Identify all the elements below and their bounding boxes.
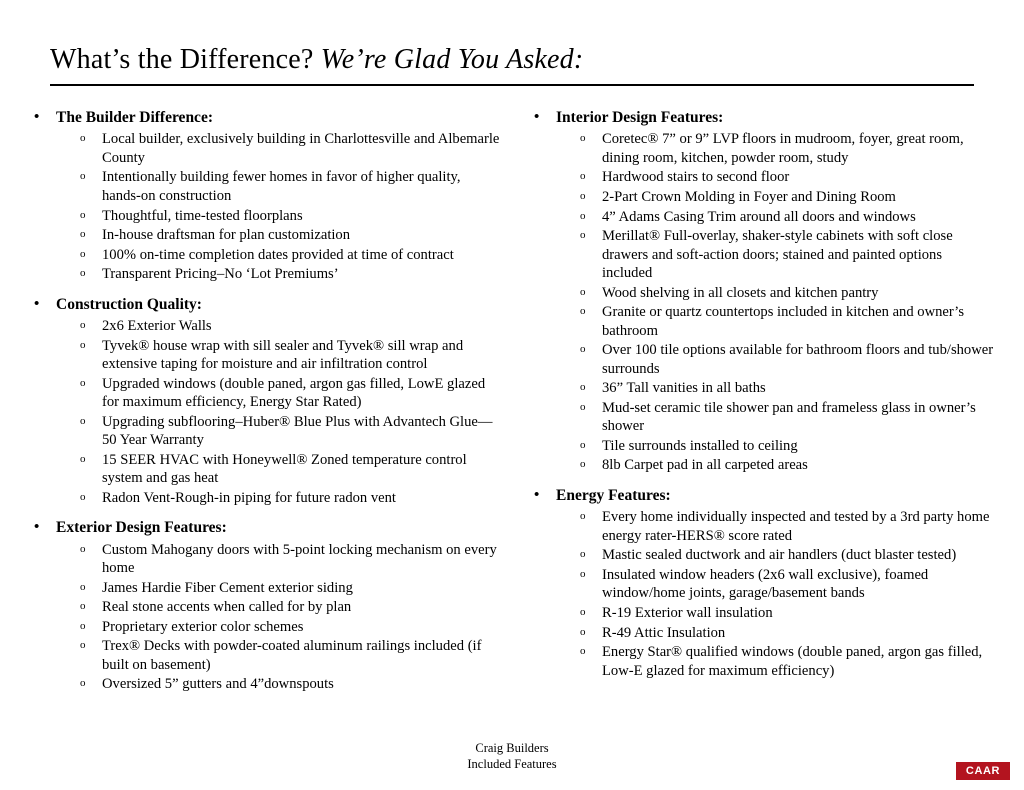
list-item bbox=[580, 604, 994, 623]
bullet-icon: • bbox=[534, 486, 540, 503]
circle-bullet-icon: o bbox=[80, 414, 86, 427]
list-item bbox=[580, 643, 994, 680]
section-heading-label: The Builder Difference: bbox=[56, 109, 213, 126]
section-item-list bbox=[534, 508, 994, 680]
circle-bullet-icon: o bbox=[580, 132, 586, 145]
page-footer bbox=[0, 741, 1024, 772]
list-item bbox=[80, 337, 500, 374]
list-item-label: Oversized 5” gutters and 4”downspouts bbox=[102, 676, 334, 693]
list-item-label: 2x6 Exterior Walls bbox=[102, 318, 212, 334]
list-item-label: Upgrading subflooring–Huber® Blue Plus with Advantech Glue—50 Year Warranty bbox=[102, 413, 493, 449]
section-heading bbox=[534, 108, 994, 127]
circle-bullet-icon: o bbox=[80, 452, 86, 465]
list-item-label: Mastic sealed ductwork and air handlers (duct blaster tested) bbox=[602, 547, 957, 564]
page-title bbox=[50, 44, 974, 76]
circle-bullet-icon: o bbox=[80, 247, 86, 260]
circle-bullet-icon: o bbox=[80, 580, 86, 593]
section-heading-label: Exterior Design Features: bbox=[56, 519, 227, 537]
list-item-label: Real stone accents when called for by plan bbox=[102, 599, 352, 616]
list-item bbox=[80, 265, 500, 284]
list-item bbox=[580, 188, 994, 207]
list-item-label: R-49 Attic Insulation bbox=[602, 624, 726, 641]
list-item-label: Energy Star® qualified windows (double paned, argon gas filled, Low-E glazed for maximum efficiency) bbox=[602, 644, 983, 679]
circle-bullet-icon: o bbox=[80, 319, 86, 331]
footer-line-company: Craig Builders bbox=[475, 741, 549, 755]
list-item-label: Custom Mahogany doors with 5-point locking mechanism on every home bbox=[102, 541, 497, 577]
list-item bbox=[580, 227, 994, 283]
list-item-label: Radon Vent-Rough-in piping for future radon vent bbox=[102, 489, 396, 506]
circle-bullet-icon: o bbox=[580, 625, 586, 638]
list-item-label: 4” Adams Casing Trim around all doors and windows bbox=[602, 208, 916, 225]
list-item bbox=[580, 624, 994, 643]
list-item-label: Hardwood stairs to second floor bbox=[602, 169, 790, 186]
list-item bbox=[580, 208, 994, 227]
list-item-label: James Hardie Fiber Cement exterior siding bbox=[102, 579, 353, 596]
list-item-label: Proprietary exterior color schemes bbox=[102, 618, 304, 635]
list-item-label: Coretec® 7” or 9” LVP floors in mudroom, foyer, great room, dining room, kitchen, powder room, study bbox=[602, 131, 964, 166]
footer-line-subtitle: Included Features bbox=[467, 756, 557, 771]
list-item bbox=[580, 168, 994, 187]
circle-bullet-icon: o bbox=[580, 229, 586, 242]
list-item-label: 36” Tall vanities in all baths bbox=[602, 380, 766, 397]
list-item-label: Transparent Pricing–No ‘Lot Premiums’ bbox=[102, 266, 339, 283]
list-item bbox=[80, 413, 500, 450]
circle-bullet-icon: o bbox=[80, 677, 86, 690]
list-item bbox=[580, 399, 994, 436]
list-item bbox=[80, 598, 500, 617]
list-item bbox=[580, 303, 994, 340]
list-item-label: Insulated window headers (2x6 wall exclusive), foamed window/home joints, garage/basement bands bbox=[602, 566, 929, 602]
circle-bullet-icon: o bbox=[80, 338, 86, 351]
list-item bbox=[80, 675, 500, 694]
list-item-label: R-19 Exterior wall insulation bbox=[602, 604, 773, 621]
list-item-label: In-house draftsman for plan customization bbox=[102, 227, 351, 244]
list-item bbox=[80, 317, 500, 336]
circle-bullet-icon: o bbox=[580, 567, 586, 580]
section-heading bbox=[34, 518, 500, 537]
title-divider bbox=[50, 84, 974, 86]
list-item bbox=[580, 456, 994, 475]
list-item bbox=[80, 226, 500, 245]
list-item bbox=[580, 130, 994, 167]
circle-bullet-icon: o bbox=[80, 376, 86, 389]
circle-bullet-icon: o bbox=[580, 605, 586, 618]
list-item-label: 2-Part Crown Molding in Foyer and Dining Room bbox=[602, 188, 896, 205]
list-item bbox=[580, 284, 994, 303]
list-item-label: 8lb Carpet pad in all carpeted areas bbox=[602, 457, 808, 474]
circle-bullet-icon: o bbox=[580, 458, 586, 471]
content-columns bbox=[0, 108, 1024, 705]
circle-bullet-icon: o bbox=[580, 548, 586, 561]
bullet-icon: • bbox=[34, 109, 40, 125]
section-item-list bbox=[34, 317, 500, 507]
circle-bullet-icon: o bbox=[80, 542, 86, 555]
circle-bullet-icon: o bbox=[580, 645, 586, 658]
list-item bbox=[80, 168, 500, 205]
section-heading bbox=[34, 108, 500, 127]
bullet-icon: • bbox=[534, 109, 540, 125]
list-item bbox=[80, 579, 500, 598]
list-item-label: Mud-set ceramic tile shower pan and frameless glass in owner’s shower bbox=[602, 399, 976, 435]
list-item-label: 15 SEER HVAC with Honeywell® Zoned temperature control system and gas heat bbox=[102, 451, 467, 487]
circle-bullet-icon: o bbox=[580, 305, 586, 318]
circle-bullet-icon: o bbox=[80, 619, 86, 632]
circle-bullet-icon: o bbox=[80, 639, 86, 652]
section-heading-label: Construction Quality: bbox=[56, 295, 202, 313]
circle-bullet-icon: o bbox=[80, 228, 86, 241]
list-item-label: Thoughtful, time-tested floorplans bbox=[102, 207, 303, 224]
section-heading bbox=[534, 486, 994, 505]
list-item-label: Wood shelving in all closets and kitchen pantry bbox=[602, 284, 879, 301]
right-column bbox=[512, 108, 1024, 705]
list-item bbox=[80, 489, 500, 508]
circle-bullet-icon: o bbox=[580, 438, 586, 451]
list-item-label: Trex® Decks with powder-coated aluminum railings included (if built on basement) bbox=[102, 638, 482, 673]
list-item bbox=[580, 566, 994, 603]
list-item bbox=[80, 130, 500, 167]
list-item bbox=[80, 207, 500, 226]
circle-bullet-icon: o bbox=[580, 209, 586, 222]
caar-logo-label: CAAR bbox=[965, 765, 1001, 777]
list-item bbox=[80, 618, 500, 637]
list-item-label: Merillat® Full-overlay, shaker-style cabinets with soft close drawers and soft-action doors; stained and painted options included bbox=[602, 228, 953, 282]
list-item-label: Tile surrounds installed to ceiling bbox=[602, 437, 798, 454]
page-title-italic: We’re Glad You Asked: bbox=[320, 44, 584, 75]
circle-bullet-icon: o bbox=[80, 170, 86, 183]
section-energy-features bbox=[534, 486, 994, 680]
list-item bbox=[80, 375, 500, 412]
circle-bullet-icon: o bbox=[80, 267, 86, 280]
circle-bullet-icon: o bbox=[580, 170, 586, 183]
section-interior-design-features bbox=[534, 108, 994, 475]
bullet-icon: • bbox=[34, 295, 40, 312]
list-item bbox=[580, 546, 994, 565]
circle-bullet-icon: o bbox=[80, 600, 86, 613]
circle-bullet-icon: o bbox=[580, 285, 586, 298]
list-item bbox=[80, 451, 500, 488]
circle-bullet-icon: o bbox=[80, 132, 86, 145]
section-item-list bbox=[34, 130, 500, 283]
left-column bbox=[0, 108, 512, 705]
list-item-label: Over 100 tile options available for bathroom floors and tub/shower surrounds bbox=[602, 342, 994, 377]
circle-bullet-icon: o bbox=[580, 400, 586, 413]
section-heading-label: Energy Features: bbox=[556, 486, 671, 504]
section-heading-label: Interior Design Features: bbox=[556, 109, 724, 126]
list-item bbox=[80, 246, 500, 265]
circle-bullet-icon: o bbox=[580, 189, 586, 202]
section-builder-difference bbox=[34, 108, 500, 284]
circle-bullet-icon: o bbox=[80, 490, 86, 503]
list-item-label: Local builder, exclusively building in Charlottesville and Albemarle County bbox=[102, 131, 500, 166]
list-item bbox=[580, 508, 994, 545]
list-item-label: 100% on-time completion dates provided at time of contract bbox=[102, 246, 454, 263]
list-item bbox=[580, 379, 994, 398]
circle-bullet-icon: o bbox=[80, 208, 86, 221]
circle-bullet-icon: o bbox=[580, 343, 586, 356]
list-item bbox=[80, 541, 500, 578]
list-item bbox=[80, 637, 500, 674]
list-item-label: Granite or quartz countertops included in kitchen and owner’s bathroom bbox=[602, 304, 965, 339]
bullet-icon: • bbox=[34, 519, 40, 536]
page-title-regular: What’s the Difference? bbox=[50, 44, 321, 75]
circle-bullet-icon: o bbox=[580, 510, 586, 523]
section-item-list bbox=[534, 130, 994, 475]
caar-logo bbox=[956, 762, 1010, 780]
list-item bbox=[580, 437, 994, 456]
section-construction-quality bbox=[34, 295, 500, 508]
section-item-list bbox=[34, 541, 500, 694]
list-item-label: Tyvek® house wrap with sill sealer and Tyvek® sill wrap and extensive taping for moisture and air infiltration control bbox=[102, 337, 464, 373]
circle-bullet-icon: o bbox=[580, 381, 586, 394]
list-item-label: Upgraded windows (double paned, argon gas filled, LowE glazed for maximum efficiency, Energy Star Rated) bbox=[102, 375, 486, 411]
list-item bbox=[580, 341, 994, 378]
section-exterior-design-features bbox=[34, 518, 500, 694]
list-item-label: Every home individually inspected and tested by a 3rd party home energy rater-HERS® score rated bbox=[602, 509, 990, 544]
section-heading bbox=[34, 295, 500, 314]
list-item-label: Intentionally building fewer homes in favor of higher quality, hands-on construction bbox=[102, 169, 461, 204]
